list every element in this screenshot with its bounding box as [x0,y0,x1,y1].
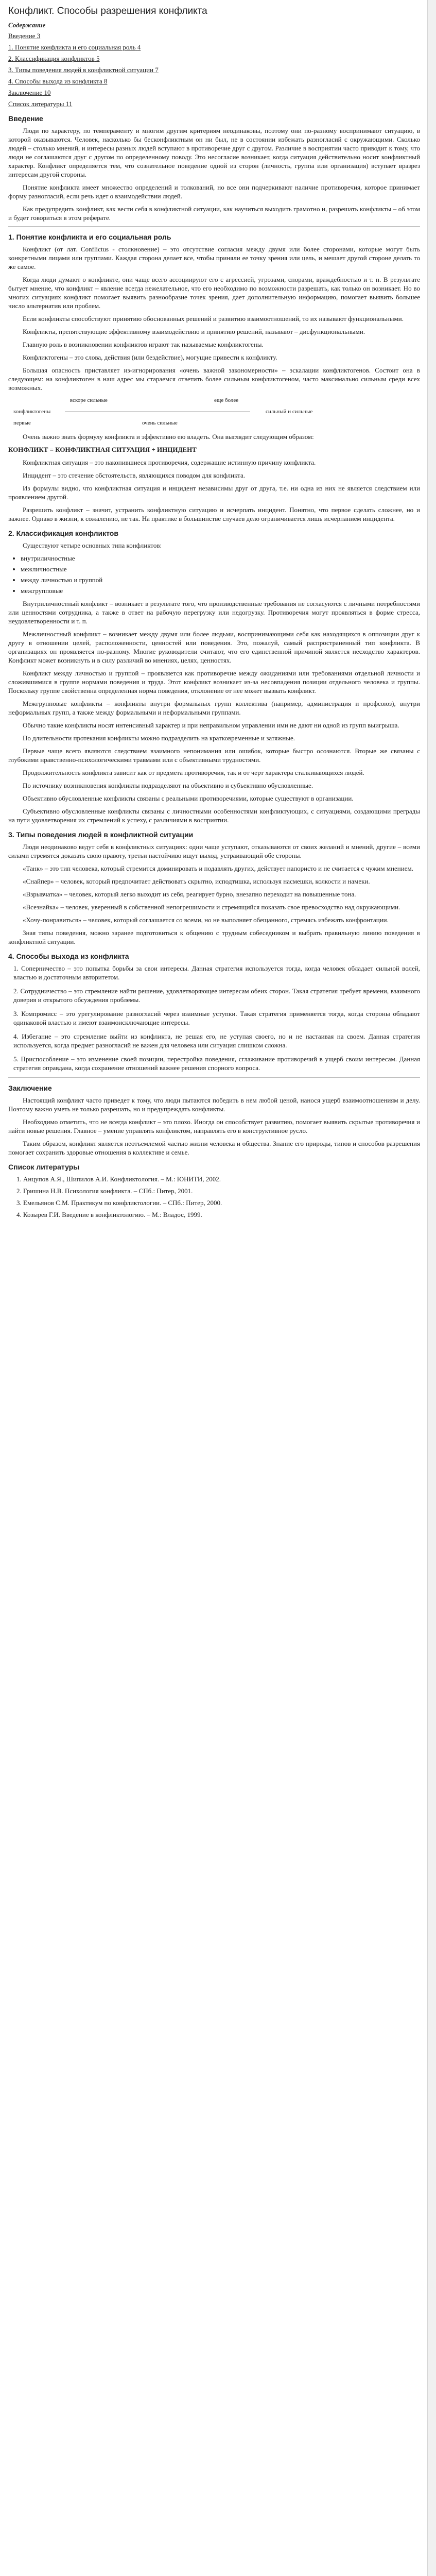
section1-paragraph: Большая опасность приставляет из-игнорирования «очень важной закономерности» – эскалации конфликтогенов. Состоит она в следующем: на конфликтоген в наш адрес мы стараемся ответить более сильным конфликтогеном, часто максимально сильным среди всех возможных. [8,366,420,392]
section4-heading: 4. Способы выхода из конфликта [8,952,129,960]
intro-paragraph: Люди по характеру, по темпераменту и многим другим критериям неодинаковы, поэтому они по-разному воспринимают ситуацию, в которой оказываются. Человек, насколько бы бесконфликтным он ни был, не в состоянии избежать разногласий с окружающими. Сколько людей – столько мнений, и интересы разных людей вступают в противоречие друг с другом. Различие в восприятии часто приводит к тому, что люди не соглашаются друг с другом по определенному поводу. Это несогласие возникает, когда ситуация действительно носит конфликтный характер. Конфликт определяется тем, что сознательное поведение одной из сторон (личность, группа или организация) вступает вразрез интересам другой стороны. [8,127,420,178]
references-heading: Список литературы [8,1163,80,1171]
diagram-label-bottom-left: первые [13,420,31,426]
reference-item: 4. Козырев Г.И. Введение в конфликтологию. – М.: Владос, 1999. [16,1211,202,1218]
toc-item-section1[interactable]: 1. Понятие конфликта и его социальная роль 4 [8,43,141,51]
reference-item: 1. Анцупов А.Я., Шипилов А.И. Конфликтология. – М.: ЮНИТИ, 2002. [16,1175,221,1183]
divider [8,1077,420,1078]
list-item: • внутриличностные [21,554,420,563]
diagram-label-top-right: еще более [214,397,239,403]
intro-paragraph: Как предупредить конфликт, как вести себя в конфликтной ситуации, как научиться выходить грамотно и, разрешать конфликты – об этом и будет говориться в этом реферате. [8,205,420,222]
page-title: Конфликт. Способы разрешения конфликта [8,6,207,16]
list-item: 5. Приспособление – это изменение своей позиции, перестройка поведения, сглаживание противоречий в ущерб своим интересам. Данная стратегия оправдана, когда сохранение отношений важнее решения спорного вопроса. [13,1055,420,1072]
section3-paragraph: «Снайпер» – человек, который предпочитает действовать скрытно, исподтишка, используя насмешки, колкости и намеки. [23,877,370,885]
section1-paragraph: Когда люди думают о конфликте, они чаще всего ассоциируют его с агрессией, угрозами, спорами, враждебностью и т. п. В результате бытует мнение, что конфликт – явление всегда нежелательное, что его необходимо по возможности разрешать, как только он возникает. Но во многих ситуациях конфликт помогает выявить разнообразие точек зрения, дает дополнительную информацию, помогает выявить большее число альтернатив или проблем. [8,276,420,310]
list-item: 2. Сотрудничество – это стремление найти решение, удовлетворяющее интересам обеих сторон. Такая стратегия требует времени, взаимного доверия и открытого обсуждения проблемы. [13,987,420,1004]
conflict-types-list [21,554,420,595]
section2-paragraph: Продолжительность конфликта зависит как от предмета противоречия, так и от черт характера сталкивающихся людей. [23,769,364,776]
section1-paragraph: Очень важно знать формулу конфликта и эффективно ею владеть. Она выглядит следующим образом: [23,433,314,440]
table-of-contents [8,21,420,108]
section2-paragraph: Объективно обусловленные конфликты связаны с реальными противоречиями, которые существуют в организации. [23,794,354,802]
section2-paragraph: Субъективно обусловленные конфликты связаны с личностными особенностями конфликтующих, с ситуациями, создающими преграды на пути удовлетворения их стремлений к успеху, с различиями в восприятии. [8,807,420,824]
section1-heading: 1. Понятие конфликта и его социальная роль [8,233,171,241]
section1-paragraph: Инцидент – это стечение обстоятельств, являющихся поводом для конфликта. [23,471,246,479]
section3-paragraph: Люди неодинаково ведут себя в конфликтных ситуациях: одни чаще уступают, отказываются от своих желаний и мнений, другие – всеми силами стремятся доказать свою правоту, третьи настойчиво ищут выход, устраивающий обе стороны. [8,843,420,859]
document-content [8,5,420,1222]
intro-heading: Введение [8,114,43,123]
escalation-diagram [8,396,420,427]
toc-item-references[interactable]: Список литературы 11 [8,100,73,108]
list-item: 3. Компромисс – это урегулирование разногласий через взаимные уступки. Такая стратегия применяется тогда, когда стороны обладают одинаковой властью и имеют взаимоисключающие интересы. [13,1010,420,1026]
section2-paragraph: Межличностный конфликт – возникает между двумя или более людьми, воспринимающими себя как находящихся в оппозиции друг к другу в отношении целей, расположенности, ценностей или поведения. Это, пожалуй, самый распространенный тип конфликта. В организациях он проявляется по-разному. Многие руководители считают, что его единственной причиной является несходство характеров. Конфликт может возникнуть и в силу различий во мнениях, целях, ценностях. [8,630,420,664]
divider [8,226,420,227]
conclusion-paragraph: Необходимо отметить, что не всегда конфликт – это плохо. Иногда он способствует развитию, помогает выявить скрытые противоречия и найти новые решения. Главное – умение управлять конфликтом, направлять его в конструктивное русло. [8,1118,420,1134]
section3-paragraph: «Взрывчатка» – человек, который легко выходит из себя, реагирует бурно, внезапно переходит на повышенные тона. [23,890,356,898]
section3-paragraph: «Всезнайка» – человек, уверенный в собственной непогрешимости и стремящийся показать свое превосходство над окружающими. [23,903,400,911]
diagram-label-bottom-right: очень сильные [142,420,178,426]
diagram-label-right: сильный и сильные [266,409,313,415]
list-item: • между личностью и группой [21,575,420,584]
section2-heading: 2. Классификация конфликтов [8,529,118,537]
scrollbar[interactable] [427,0,436,2576]
list-item: • межличностные [21,565,420,573]
toc-item-conclusion[interactable]: Заключение 10 [8,89,51,96]
conclusion-heading: Заключение [8,1084,52,1092]
section2-paragraph: По источнику возникновения конфликты подразделяют на объективно и субъективно обусловленные. [23,782,313,789]
methods-list [13,964,420,1072]
toc-item-section2[interactable]: 2. Классификация конфликтов 5 [8,55,100,62]
section2-paragraph: Первые чаще всего являются следствием взаимного непонимания или ошибок, которые быстро осознаются. Вторые же связаны с глубокими нравственно-психологическими травмами или с объективными трудностями. [8,747,420,764]
conclusion-paragraph: Таким образом, конфликт является неотъемлемой частью жизни человека и общества. Знание его природы, типов и способов разрешения помогает сохранить здоровые отношения в коллективе и семье. [8,1140,420,1156]
section3-paragraph: «Танк» – это тип человека, который стремится доминировать и подавлять других, действует напористо и не считается с чужим мнением. [23,865,413,872]
list-item: 4. Избегание – это стремление выйти из конфликта, не решая его, не уступая своего, но и не настаивая на своем. Данная стратегия используется, когда предмет разногласий не важен для человека или ситуация слишком сложна. [13,1032,420,1049]
section2-paragraph: Конфликт между личностью и группой – проявляется как противоречие между ожиданиями или требованиями отдельной личности и сложившимися в группе нормами поведения и труда. Этот конфликт возникает из-за несовпадения позиции отдельного человека и группы. Поскольку группе свойственна определенная норма поведения, отклонение от нее может вызвать конфликт. [8,669,420,694]
toc-item-section4[interactable]: 4. Способы выхода из конфликта 8 [8,77,108,85]
section3-heading: 3. Типы поведения людей в конфликтной ситуации [8,831,194,839]
section1-paragraph: Из формулы видно, что конфликтная ситуация и инцидент независимы друг от друга, т.е. ни одна из них не является следствием или проявлением другой. [8,484,420,501]
section1-paragraph: Конфликтная ситуация – это накопившиеся противоречия, содержащие истинную причину конфликта. [23,459,316,466]
conflict-formula: КОНФЛИКТ = КОНФЛИКТНАЯ СИТУАЦИЯ + ИНЦИДЕНТ [8,446,197,453]
diagram-label-left: конфликтогены [13,409,51,415]
intro-paragraph: Понятие конфликта имеет множество определений и толкований, но все они подчеркивают наличие противоречия, которое принимает форму разногласий, если речь идет о взаимодействии людей. [8,183,420,200]
toc-title: Содержание [8,21,46,29]
references-list [8,1175,420,1219]
conclusion-paragraph: Настоящий конфликт часто приведет к тому, что люди пытаются победить в нем любой ценой, нанося ущерб взаимоотношениям и делу. Поэтому важно уметь не только разрешать, но и предупреждать конфликты. [8,1096,420,1113]
section2-lead: Существуют четыре основных типа конфликтов: [23,541,162,549]
section1-paragraph: Если конфликты способствуют принятию обоснованных решений и развитию взаимоотношений, то их называют функциональными. [23,315,404,323]
list-item: • межгрупповые [21,586,420,595]
section1-paragraph: Главную роль в возникновении конфликтов играют так называемые конфликтогены. [23,341,264,348]
reference-item: 2. Гришина Н.В. Психология конфликта. – СПб.: Питер, 2001. [16,1187,193,1195]
reference-item: 3. Емельянов С.М. Практикум по конфликтологии. – СПб.: Питер, 2000. [16,1199,222,1207]
diagram-label-top-left: вскоре сильные [70,397,108,403]
toc-item-intro[interactable]: Введение 3 [8,32,41,40]
section1-paragraph: Конфликт (от лат. Conflictus - столкновение) – это отсутствие согласия между двумя или более сторонами, которые могут быть конкретными лицами или группами. Каждая сторона делает все, чтобы приняли ее точку зрения или цель, и мешает другой стороне делать то же самое. [8,245,420,270]
list-item: 1. Соперничество – это попытка борьбы за свои интересы. Данная стратегия используется тогда, когда человек обладает сильной волей, властью и достаточным авторитетом. [13,964,420,981]
section3-paragraph: Зная типы поведения, можно заранее подготовиться к общению с трудным собеседником и выбрать правильную линию поведения в конфликтной ситуации. [8,929,420,945]
section1-paragraph: Конфликты, препятствующие эффективному взаимодействию и принятию решений, называют – дисфункциональными. [23,328,365,335]
section3-paragraph: «Хочу-понравиться» – человек, который соглашается со всеми, но не выполняет обещанного, стремясь избежать конфронтации. [23,916,389,924]
section2-paragraph: Межгрупповые конфликты – конфликты внутри формальных групп коллектива (например, администрация и профсоюз), внутри неформальных групп, а также между формальными и неформальными группами. [8,700,420,716]
section2-paragraph: Обычно такие конфликты носят интенсивный характер и при неправильном управлении ими не дают ни одной из групп выигрыша. [23,721,399,729]
section1-paragraph: Разрешить конфликт – значит, устранить конфликтную ситуацию и исчерпать инцидент. Понятно, что первое сделать сложнее, но и важнее. Однако в жизни, к сожалению, не так. На практике в большинстве случаев дело ограничивается лишь исчерпанием инцидента. [8,506,420,522]
section2-paragraph: Внутриличностный конфликт – возникает в результате того, что производственные требования не согласуются с личными потребностями или ценностями сотрудника, а также в ответ на рабочую перегрузку или недогрузку. Противоречия могут проявляться в форме стресса, неудовлетворенности и т. п. [8,600,420,625]
section2-paragraph: По длительности протекания конфликты можно подразделить на кратковременные и затяжные. [23,734,295,742]
toc-item-section3[interactable]: 3. Типы поведения людей в конфликтной ситуации 7 [8,66,159,74]
section1-paragraph: Конфликтогены – это слова, действия (или бездействие), могущие привести к конфликту. [23,353,277,361]
